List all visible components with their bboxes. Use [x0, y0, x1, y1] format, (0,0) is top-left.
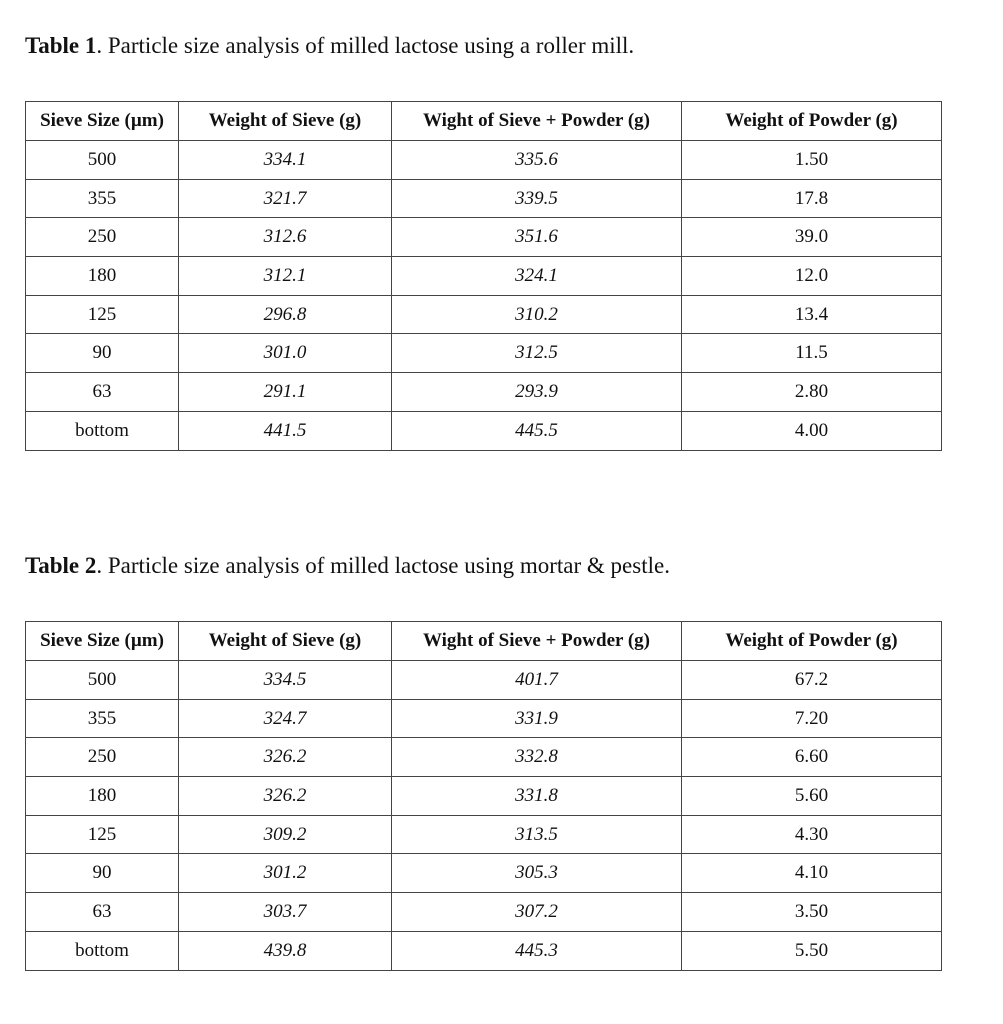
table-row: [26, 661, 942, 700]
sieve-size-cell: bottom: [26, 411, 179, 450]
weight-of-sieve-cell: 334.1: [179, 141, 392, 180]
sieve-size-cell: 250: [26, 218, 179, 257]
sieve-plus-powder-cell: 332.8: [392, 738, 682, 777]
table2-header-weight-of-powder: Weight of Powder (g): [682, 622, 942, 661]
table-row: [26, 931, 942, 970]
sieve-size-cell: 355: [26, 699, 179, 738]
weight-of-powder-cell: 12.0: [682, 257, 942, 296]
weight-of-powder-cell: 39.0: [682, 218, 942, 257]
weight-of-sieve-cell: 301.2: [179, 854, 392, 893]
weight-of-sieve-cell: 439.8: [179, 931, 392, 970]
sieve-plus-powder-cell: 401.7: [392, 661, 682, 700]
weight-of-powder-cell: 1.50: [682, 141, 942, 180]
weight-of-sieve-cell: 321.7: [179, 179, 392, 218]
weight-of-sieve-cell: 301.0: [179, 334, 392, 373]
weight-of-sieve-cell: 303.7: [179, 893, 392, 932]
weight-of-sieve-cell: 296.8: [179, 295, 392, 334]
sieve-plus-powder-cell: 445.3: [392, 931, 682, 970]
weight-of-powder-cell: 5.60: [682, 777, 942, 816]
table2-header-sieve-size: Sieve Size (µm): [26, 622, 179, 661]
sieve-size-cell: 125: [26, 815, 179, 854]
table2-body: [26, 661, 942, 971]
table1-header-row: [26, 102, 942, 141]
sieve-plus-powder-cell: 324.1: [392, 257, 682, 296]
table-row: [26, 777, 942, 816]
weight-of-powder-cell: 11.5: [682, 334, 942, 373]
table1-caption-text: . Particle size analysis of milled lactose using a roller mill.: [96, 33, 635, 58]
sieve-size-cell: bottom: [26, 931, 179, 970]
sieve-plus-powder-cell: 339.5: [392, 179, 682, 218]
table-row: [26, 334, 942, 373]
sieve-size-cell: 500: [26, 661, 179, 700]
table2-header-sieve-plus-powder: Wight of Sieve + Powder (g): [392, 622, 682, 661]
sieve-size-cell: 250: [26, 738, 179, 777]
table-row: [26, 257, 942, 296]
weight-of-sieve-cell: 324.7: [179, 699, 392, 738]
weight-of-powder-cell: 4.30: [682, 815, 942, 854]
table1-body: [26, 141, 942, 451]
weight-of-powder-cell: 7.20: [682, 699, 942, 738]
weight-of-sieve-cell: 312.6: [179, 218, 392, 257]
table2-header-weight-of-sieve: Weight of Sieve (g): [179, 622, 392, 661]
sieve-size-cell: 90: [26, 334, 179, 373]
weight-of-powder-cell: 5.50: [682, 931, 942, 970]
table-row: [26, 738, 942, 777]
table2: [25, 621, 942, 971]
sieve-size-cell: 90: [26, 854, 179, 893]
sieve-size-cell: 125: [26, 295, 179, 334]
table-row: [26, 295, 942, 334]
weight-of-powder-cell: 6.60: [682, 738, 942, 777]
weight-of-sieve-cell: 312.1: [179, 257, 392, 296]
weight-of-sieve-cell: 326.2: [179, 738, 392, 777]
sieve-plus-powder-cell: 445.5: [392, 411, 682, 450]
weight-of-powder-cell: 13.4: [682, 295, 942, 334]
sieve-plus-powder-cell: 312.5: [392, 334, 682, 373]
table2-header-row: [26, 622, 942, 661]
sieve-size-cell: 180: [26, 257, 179, 296]
table1-header-sieve-plus-powder: Wight of Sieve + Powder (g): [392, 102, 682, 141]
sieve-size-cell: 355: [26, 179, 179, 218]
sieve-plus-powder-cell: 331.9: [392, 699, 682, 738]
sieve-plus-powder-cell: 313.5: [392, 815, 682, 854]
table1-header-weight-of-powder: Weight of Powder (g): [682, 102, 942, 141]
weight-of-sieve-cell: 291.1: [179, 373, 392, 412]
sieve-plus-powder-cell: 293.9: [392, 373, 682, 412]
sieve-size-cell: 500: [26, 141, 179, 180]
table-row: [26, 411, 942, 450]
weight-of-powder-cell: 2.80: [682, 373, 942, 412]
sieve-plus-powder-cell: 335.6: [392, 141, 682, 180]
weight-of-powder-cell: 3.50: [682, 893, 942, 932]
sieve-plus-powder-cell: 307.2: [392, 893, 682, 932]
table2-caption: [25, 552, 670, 580]
table1-header-sieve-size: Sieve Size (µm): [26, 102, 179, 141]
table1: [25, 101, 942, 451]
weight-of-sieve-cell: 334.5: [179, 661, 392, 700]
weight-of-sieve-cell: 441.5: [179, 411, 392, 450]
table1-header-weight-of-sieve: Weight of Sieve (g): [179, 102, 392, 141]
table-row: [26, 893, 942, 932]
table-row: [26, 815, 942, 854]
sieve-plus-powder-cell: 310.2: [392, 295, 682, 334]
sieve-plus-powder-cell: 305.3: [392, 854, 682, 893]
table-row: [26, 141, 942, 180]
sieve-plus-powder-cell: 351.6: [392, 218, 682, 257]
table2-caption-text: . Particle size analysis of milled lactose using mortar & pestle.: [96, 553, 670, 578]
sieve-plus-powder-cell: 331.8: [392, 777, 682, 816]
weight-of-powder-cell: 4.10: [682, 854, 942, 893]
weight-of-sieve-cell: 309.2: [179, 815, 392, 854]
table2-label: Table 2: [25, 553, 97, 578]
weight-of-sieve-cell: 326.2: [179, 777, 392, 816]
table-row: [26, 179, 942, 218]
table1-caption: [25, 32, 634, 60]
table-row: [26, 854, 942, 893]
sieve-size-cell: 63: [26, 893, 179, 932]
weight-of-powder-cell: 17.8: [682, 179, 942, 218]
sieve-size-cell: 63: [26, 373, 179, 412]
table-row: [26, 373, 942, 412]
table1-label: Table 1: [25, 33, 97, 58]
sieve-size-cell: 180: [26, 777, 179, 816]
table-row: [26, 699, 942, 738]
table-row: [26, 218, 942, 257]
weight-of-powder-cell: 4.00: [682, 411, 942, 450]
weight-of-powder-cell: 67.2: [682, 661, 942, 700]
